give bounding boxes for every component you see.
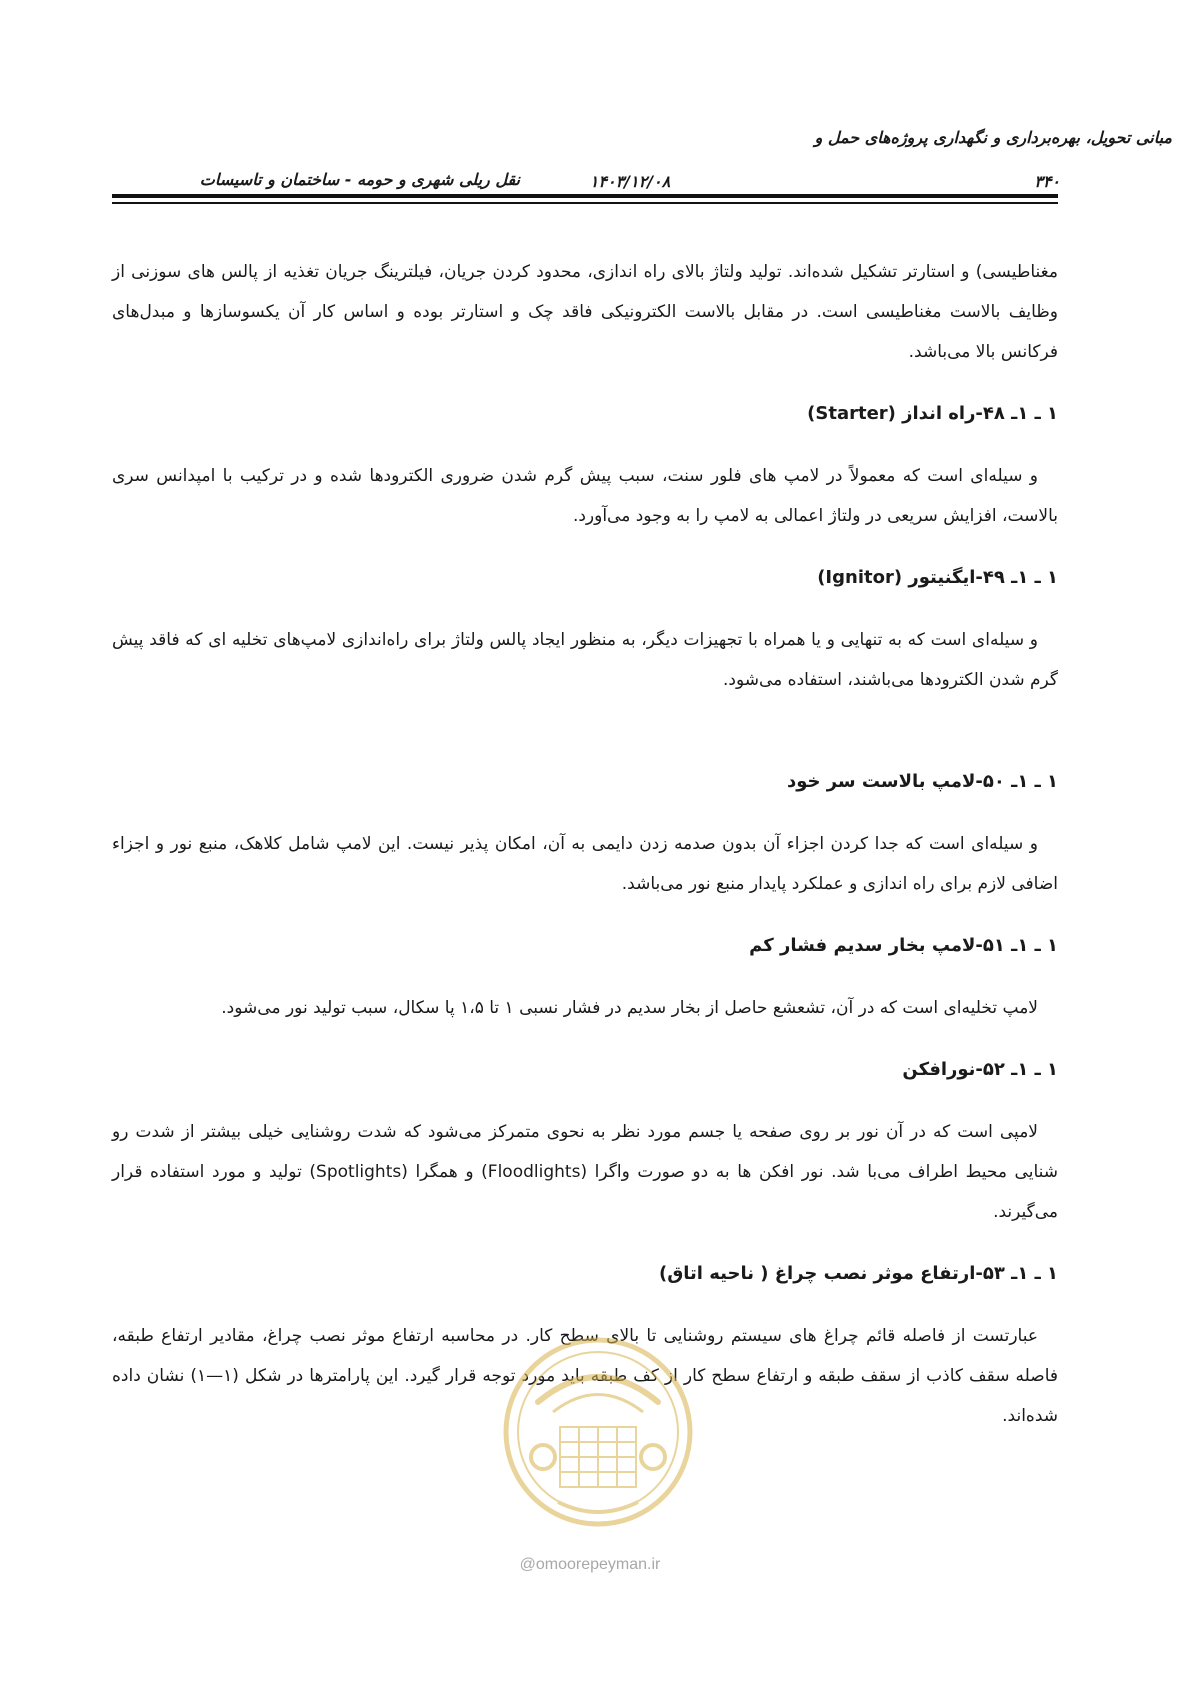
section-heading-51: ۱ ـ ۱ـ ۵۱-لامپ بخار سدیم فشار کم: [749, 935, 1058, 956]
section-heading-49: ۱ ـ ۱ـ ۴۹-ایگنیتور (Ignitor): [817, 567, 1058, 588]
header-rule-thin: [112, 202, 1058, 204]
header-title-line1: مبانی تحویل، بهره‌برداری و نگهداری پروژه‌های حمل و: [814, 128, 1172, 147]
section-text-51: لامپ تخلیه‌ای است که در آن، تشعشع حاصل از بخار سدیم در فشار نسبی ۱ تا ۱،۵ پا سکال، سبب تولید نور می‌شود.: [221, 998, 1038, 1018]
section-text-52: لامپی است که در آن نور بر روی صفحه یا جسم مورد نظر به نحوی متمرکز می‌شود که شدت روشنایی خیلی بیشتر از شدت رو شنایی محیط اطراف می‌با شد. نور افکن ها به دو صورت واگرا (Floodlights) و همگرا (Spotlights) تولید و مورد استفاده قرار می‌گیرند.: [112, 1122, 1059, 1222]
header-rule-thick: [112, 194, 1058, 198]
page-number: ۳۴۰: [1034, 172, 1060, 191]
section-text-48: و سیله‌ای است که معمولاً در لامپ های فلور سنت، سبب پیش گرم شدن ضروری الکترودها شده و در ترکیب با امپدانس سری بالاست، افزایش سریعی در ولتاژ اعمالی به لامپ را به وجود می‌آورد.: [112, 466, 1058, 526]
section-text-50: و سیله‌ای است که جدا کردن اجزاء آن بدون صدمه زدن دایمی به آن، امکان پذیر نیست. این لامپ شامل کلاهک، منبع نور و اجزاء اضافی لازم برای راه اندازی و عملکرد پایدار منبع نور می‌باشد.: [112, 834, 1058, 894]
header-title-line2: نقل ریلی شهری و حومه - ساختمان و تاسیسات: [199, 170, 520, 189]
section-text-49: و سیله‌ای است که به تنهایی و یا همراه با تجهیزات دیگر، به منظور ایجاد پالس ولتاژ برای راه‌اندازی لامپ‌های تخلیه ای که فاقد پیش گرم شدن الکترودها می‌باشند، استفاده می‌شود.: [112, 630, 1058, 690]
intro-paragraph: مغناطیسی) و استارتر تشکیل شده‌اند. تولید ولتاژ بالای راه اندازی، محدود کردن جریان، فیلترینگ جریان تغذیه از پالس های سوزنی از وظایف بالاست مغناطیسی است. در مقابل بالاست الکترونیکی فاقد چک و استارتر بوده و اساس کار آن یکسوسازها و مبدل‌های فرکانس بالا می‌باشد.: [112, 262, 1058, 362]
header-date: ۱۴۰۳/۱۲/۰۸: [589, 172, 671, 191]
watermark-url: @omoorepeyman.ir: [519, 1556, 661, 1573]
section-heading-48: ۱ ـ ۱ـ ۴۸-راه انداز (Starter): [807, 403, 1058, 424]
section-heading-50: ۱ ـ ۱ـ ۵۰-لامپ بالاست سر خود: [786, 771, 1058, 792]
section-heading-52: ۱ ـ ۱ـ ۵۲-نورافکن: [902, 1059, 1058, 1080]
body-content: [112, 252, 1058, 1436]
section-heading-53: ۱ ـ ۱ـ ۵۳-ارتفاع موثر نصب چراغ ( ناحیه اتاق): [658, 1263, 1058, 1284]
section-text-53: عبارتست از فاصله قائم چراغ های سیستم روشنایی تا بالای سطح کار. در محاسبه ارتفاع موثر نصب چراغ، مقادیر ارتفاع طبقه، فاصله سقف کاذب از سقف طبقه و ارتفاع سطح کار از کف طبقه باید مورد توجه قرار گیرد. این پارامترها در شکل (۱—۱) نشان داده شده‌اند.: [112, 1326, 1058, 1426]
